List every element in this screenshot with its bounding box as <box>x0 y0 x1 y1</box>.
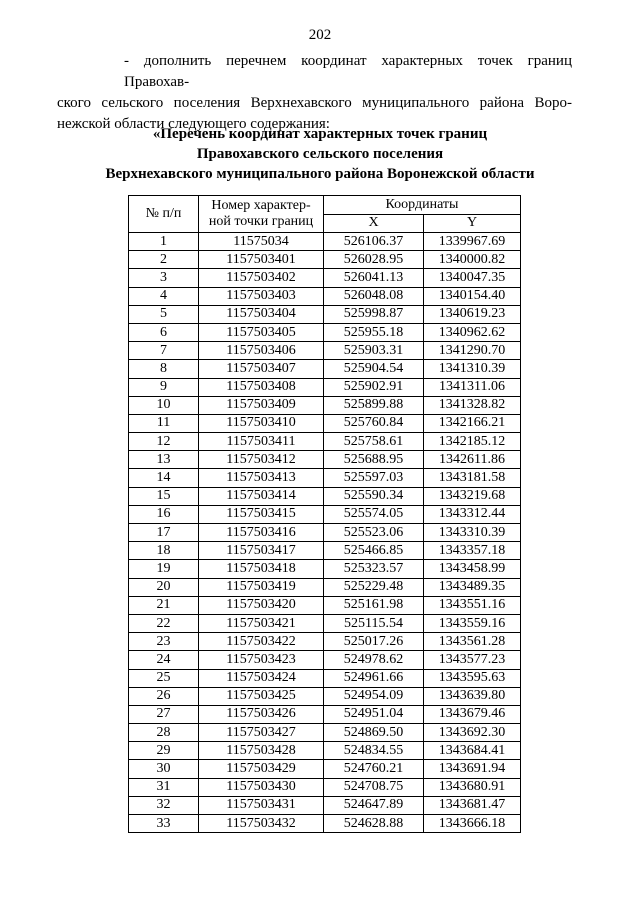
x-coordinate-cell: 525688.95 <box>324 451 424 469</box>
row-number-cell: 13 <box>129 451 199 469</box>
y-coordinate-cell: 1343680.91 <box>424 778 521 796</box>
point-number-cell: 1157503432 <box>199 815 324 833</box>
y-coordinate-cell: 1341328.82 <box>424 396 521 414</box>
table-row <box>129 815 521 833</box>
x-coordinate-cell: 525161.98 <box>324 596 424 614</box>
point-number-cell: 1157503426 <box>199 705 324 723</box>
x-coordinate-cell: 526028.95 <box>324 251 424 269</box>
row-number-cell: 8 <box>129 360 199 378</box>
table-row <box>129 778 521 796</box>
table-row <box>129 487 521 505</box>
table-row <box>129 542 521 560</box>
x-coordinate-cell: 525523.06 <box>324 524 424 542</box>
y-coordinate-cell: 1343666.18 <box>424 815 521 833</box>
y-coordinate-cell: 1343357.18 <box>424 542 521 560</box>
x-coordinate-cell: 525899.88 <box>324 396 424 414</box>
x-coordinate-cell: 526048.08 <box>324 287 424 305</box>
intro-paragraph <box>57 51 572 135</box>
header-x: X <box>324 214 424 233</box>
header-y: Y <box>424 214 521 233</box>
table-row <box>129 614 521 632</box>
y-coordinate-cell: 1343681.47 <box>424 796 521 814</box>
x-coordinate-cell: 525597.03 <box>324 469 424 487</box>
x-coordinate-cell: 525998.87 <box>324 305 424 323</box>
document-heading <box>0 124 640 184</box>
row-number-cell: 10 <box>129 396 199 414</box>
page-number: 202 <box>308 27 332 43</box>
point-number-cell: 1157503418 <box>199 560 324 578</box>
point-number-cell: 11575034 <box>199 233 324 251</box>
row-number-cell: 7 <box>129 342 199 360</box>
y-coordinate-cell: 1343577.23 <box>424 651 521 669</box>
x-coordinate-cell: 524961.66 <box>324 669 424 687</box>
point-number-cell: 1157503428 <box>199 742 324 760</box>
row-number-cell: 31 <box>129 778 199 796</box>
y-coordinate-cell: 1343489.35 <box>424 578 521 596</box>
y-coordinate-cell: 1341311.06 <box>424 378 521 396</box>
point-number-cell: 1157503408 <box>199 378 324 396</box>
row-number-cell: 1 <box>129 233 199 251</box>
x-coordinate-cell: 524954.09 <box>324 687 424 705</box>
x-coordinate-cell: 524647.89 <box>324 796 424 814</box>
table-row <box>129 233 521 251</box>
y-coordinate-cell: 1340000.82 <box>424 251 521 269</box>
row-number-cell: 18 <box>129 542 199 560</box>
table-row <box>129 687 521 705</box>
point-number-cell: 1157503409 <box>199 396 324 414</box>
table-row <box>129 651 521 669</box>
row-number-cell: 22 <box>129 614 199 632</box>
table-row <box>129 669 521 687</box>
table-row <box>129 287 521 305</box>
point-number-cell: 1157503404 <box>199 305 324 323</box>
point-number-cell: 1157503406 <box>199 342 324 360</box>
table-row <box>129 251 521 269</box>
y-coordinate-cell: 1341310.39 <box>424 360 521 378</box>
table-row <box>129 724 521 742</box>
x-coordinate-cell: 524708.75 <box>324 778 424 796</box>
row-number-cell: 33 <box>129 815 199 833</box>
y-coordinate-cell: 1339967.69 <box>424 233 521 251</box>
point-number-cell: 1157503416 <box>199 524 324 542</box>
table-row <box>129 633 521 651</box>
heading-line: «Перечень координат характерных точек границ <box>152 126 488 142</box>
x-coordinate-cell: 525229.48 <box>324 578 424 596</box>
row-number-cell: 6 <box>129 323 199 341</box>
y-coordinate-cell: 1340962.62 <box>424 323 521 341</box>
row-number-cell: 14 <box>129 469 199 487</box>
x-coordinate-cell: 525574.05 <box>324 505 424 523</box>
point-number-cell: 1157503420 <box>199 596 324 614</box>
x-coordinate-cell: 525115.54 <box>324 614 424 632</box>
x-coordinate-cell: 524628.88 <box>324 815 424 833</box>
point-number-cell: 1157503431 <box>199 796 324 814</box>
intro-line: нежской области следующего содержания: <box>57 116 330 132</box>
y-coordinate-cell: 1343639.80 <box>424 687 521 705</box>
row-number-cell: 30 <box>129 760 199 778</box>
point-number-cell: 1157503417 <box>199 542 324 560</box>
y-coordinate-cell: 1343595.63 <box>424 669 521 687</box>
table-row <box>129 524 521 542</box>
point-number-cell: 1157503411 <box>199 433 324 451</box>
row-number-cell: 11 <box>129 414 199 432</box>
y-coordinate-cell: 1343679.46 <box>424 705 521 723</box>
row-number-cell: 3 <box>129 269 199 287</box>
x-coordinate-cell: 524978.62 <box>324 651 424 669</box>
x-coordinate-cell: 525466.85 <box>324 542 424 560</box>
row-number-cell: 4 <box>129 287 199 305</box>
x-coordinate-cell: 525955.18 <box>324 323 424 341</box>
table-row <box>129 705 521 723</box>
point-number-cell: 1157503425 <box>199 687 324 705</box>
y-coordinate-cell: 1343559.16 <box>424 614 521 632</box>
row-number-cell: 23 <box>129 633 199 651</box>
header-coordinates: Координаты <box>324 196 521 215</box>
point-number-cell: 1157503422 <box>199 633 324 651</box>
row-number-cell: 29 <box>129 742 199 760</box>
point-number-cell: 1157503423 <box>199 651 324 669</box>
x-coordinate-cell: 525590.34 <box>324 487 424 505</box>
y-coordinate-cell: 1343691.94 <box>424 760 521 778</box>
y-coordinate-cell: 1340619.23 <box>424 305 521 323</box>
intro-line: ского сельского поселения Верхнехавского муниципального района Воро- <box>57 95 572 111</box>
y-coordinate-cell: 1341290.70 <box>424 342 521 360</box>
coordinates-table <box>128 195 521 833</box>
row-number-cell: 28 <box>129 724 199 742</box>
y-coordinate-cell: 1343219.68 <box>424 487 521 505</box>
header-number: № п/п <box>129 196 199 233</box>
row-number-cell: 21 <box>129 596 199 614</box>
point-number-cell: 1157503410 <box>199 414 324 432</box>
x-coordinate-cell: 526041.13 <box>324 269 424 287</box>
intro-line: - дополнить перечнем координат характерных точек границ Правохав- <box>124 53 572 90</box>
table-header-row <box>129 196 521 215</box>
x-coordinate-cell: 525323.57 <box>324 560 424 578</box>
y-coordinate-cell: 1343692.30 <box>424 724 521 742</box>
table-row <box>129 360 521 378</box>
point-number-cell: 1157503413 <box>199 469 324 487</box>
table-row <box>129 414 521 432</box>
x-coordinate-cell: 525902.91 <box>324 378 424 396</box>
point-number-cell: 1157503421 <box>199 614 324 632</box>
row-number-cell: 15 <box>129 487 199 505</box>
x-coordinate-cell: 524869.50 <box>324 724 424 742</box>
table-row <box>129 578 521 596</box>
x-coordinate-cell: 525904.54 <box>324 360 424 378</box>
point-number-cell: 1157503419 <box>199 578 324 596</box>
point-number-cell: 1157503429 <box>199 760 324 778</box>
table-row <box>129 451 521 469</box>
y-coordinate-cell: 1343551.16 <box>424 596 521 614</box>
row-number-cell: 24 <box>129 651 199 669</box>
row-number-cell: 12 <box>129 433 199 451</box>
header-point <box>199 196 324 233</box>
point-number-cell: 1157503414 <box>199 487 324 505</box>
table-row <box>129 796 521 814</box>
table-row <box>129 596 521 614</box>
y-coordinate-cell: 1342185.12 <box>424 433 521 451</box>
table-row <box>129 742 521 760</box>
header-point-line: ной точки границ <box>208 214 314 229</box>
x-coordinate-cell: 525760.84 <box>324 414 424 432</box>
table-row <box>129 323 521 341</box>
table-row <box>129 305 521 323</box>
y-coordinate-cell: 1343181.58 <box>424 469 521 487</box>
point-number-cell: 1157503407 <box>199 360 324 378</box>
x-coordinate-cell: 524951.04 <box>324 705 424 723</box>
point-number-cell: 1157503403 <box>199 287 324 305</box>
table-row <box>129 760 521 778</box>
row-number-cell: 17 <box>129 524 199 542</box>
table-row <box>129 396 521 414</box>
y-coordinate-cell: 1343310.39 <box>424 524 521 542</box>
heading-line: Верхнехавского муниципального района Воронежской области <box>105 166 535 182</box>
header-point-line: Номер характер- <box>211 198 311 213</box>
table-row <box>129 269 521 287</box>
x-coordinate-cell: 525903.31 <box>324 342 424 360</box>
row-number-cell: 20 <box>129 578 199 596</box>
row-number-cell: 5 <box>129 305 199 323</box>
x-coordinate-cell: 525758.61 <box>324 433 424 451</box>
y-coordinate-cell: 1343312.44 <box>424 505 521 523</box>
y-coordinate-cell: 1340047.35 <box>424 269 521 287</box>
x-coordinate-cell: 526106.37 <box>324 233 424 251</box>
row-number-cell: 2 <box>129 251 199 269</box>
point-number-cell: 1157503427 <box>199 724 324 742</box>
x-coordinate-cell: 524760.21 <box>324 760 424 778</box>
y-coordinate-cell: 1340154.40 <box>424 287 521 305</box>
row-number-cell: 27 <box>129 705 199 723</box>
y-coordinate-cell: 1343561.28 <box>424 633 521 651</box>
y-coordinate-cell: 1343684.41 <box>424 742 521 760</box>
heading-line: Правохавского сельского поселения <box>196 146 444 162</box>
x-coordinate-cell: 525017.26 <box>324 633 424 651</box>
point-number-cell: 1157503424 <box>199 669 324 687</box>
y-coordinate-cell: 1342611.86 <box>424 451 521 469</box>
row-number-cell: 16 <box>129 505 199 523</box>
point-number-cell: 1157503402 <box>199 269 324 287</box>
table-row <box>129 342 521 360</box>
point-number-cell: 1157503415 <box>199 505 324 523</box>
point-number-cell: 1157503430 <box>199 778 324 796</box>
table-row <box>129 378 521 396</box>
y-coordinate-cell: 1343458.99 <box>424 560 521 578</box>
row-number-cell: 32 <box>129 796 199 814</box>
row-number-cell: 25 <box>129 669 199 687</box>
row-number-cell: 19 <box>129 560 199 578</box>
table-row <box>129 560 521 578</box>
table-row <box>129 433 521 451</box>
point-number-cell: 1157503405 <box>199 323 324 341</box>
point-number-cell: 1157503401 <box>199 251 324 269</box>
y-coordinate-cell: 1342166.21 <box>424 414 521 432</box>
point-number-cell: 1157503412 <box>199 451 324 469</box>
table-row <box>129 505 521 523</box>
x-coordinate-cell: 524834.55 <box>324 742 424 760</box>
table-row <box>129 469 521 487</box>
row-number-cell: 9 <box>129 378 199 396</box>
row-number-cell: 26 <box>129 687 199 705</box>
